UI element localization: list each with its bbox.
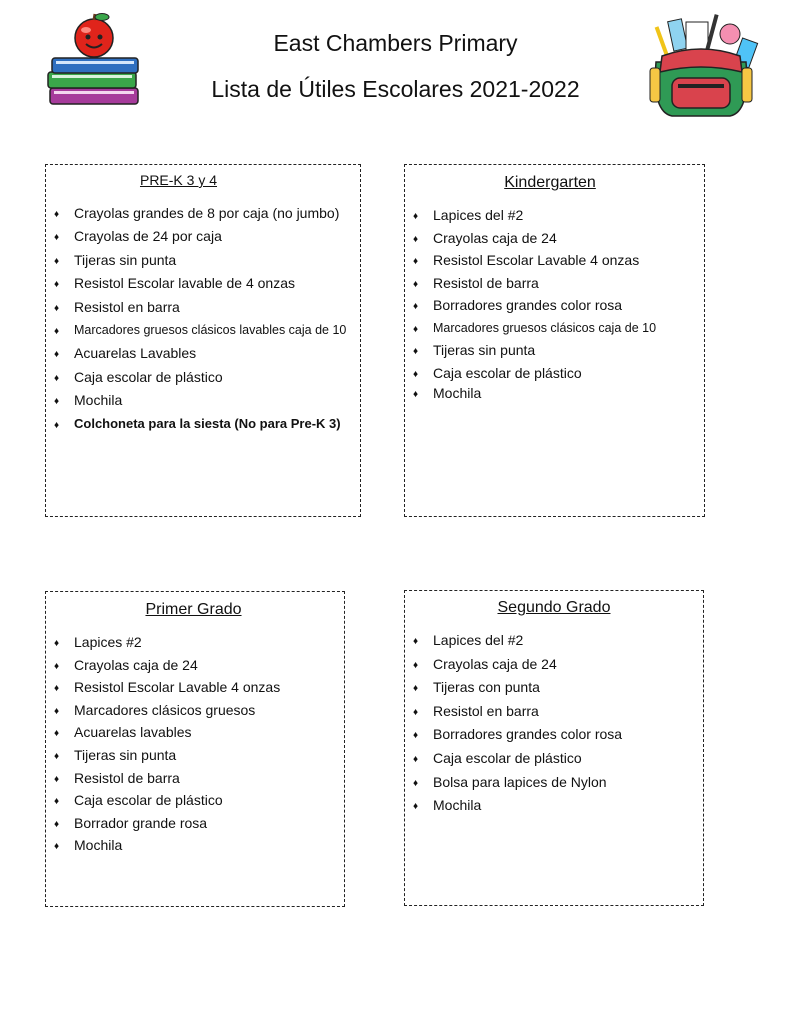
list-item: ♦ Marcadores gruesos clásicos lavables caja de 10 <box>53 320 346 343</box>
list-item: ♦ Resistol en barra <box>53 297 346 320</box>
list-item: ♦ Caja escolar de plástico <box>53 790 280 813</box>
page-title: Lista de Útiles Escolares 2021-2022 <box>211 76 580 102</box>
prek-list <box>53 203 346 437</box>
list-item: ♦ Acuarelas Lavables <box>53 343 346 366</box>
list-item: ♦ Crayolas de 24 por caja <box>53 226 346 249</box>
list-item: ♦ Lapices del #2 <box>412 630 622 654</box>
list-item: ♦ Marcadores clásicos gruesos <box>53 700 280 723</box>
first-grade-supply-box <box>45 591 345 907</box>
list-item: ♦ Resistol Escolar Lavable 4 onzas <box>412 250 656 273</box>
kinder-supply-box <box>404 164 705 517</box>
list-item: ♦ Resistol Escolar lavable de 4 onzas <box>53 273 346 296</box>
list-item: ♦ Crayolas caja de 24 <box>412 228 656 251</box>
list-item: ♦ Mochila <box>53 390 346 413</box>
second-grade-supply-box <box>404 590 704 906</box>
backpack-icon <box>642 12 760 120</box>
list-item: ♦ Bolsa para lapices de Nylon <box>412 772 622 796</box>
list-item: ♦ Resistol de barra <box>412 273 656 296</box>
second-grade-list <box>412 630 622 819</box>
list-item: ♦ Borradores grandes color rosa <box>412 295 656 318</box>
list-item: ♦ Borrador grande rosa <box>53 813 280 836</box>
list-item: ♦ Crayolas caja de 24 <box>412 654 622 678</box>
school-name: East Chambers Primary <box>273 30 518 56</box>
list-item: ♦ Mochila <box>412 795 622 819</box>
list-item: ♦ Tijeras sin punta <box>53 250 346 273</box>
list-item: ♦ Crayolas caja de 24 <box>53 655 280 678</box>
list-item: ♦ Resistol en barra <box>412 701 622 725</box>
list-item: ♦ Lapices del #2 <box>412 205 656 228</box>
list-item: ♦ Borradores grandes color rosa <box>412 724 622 748</box>
list-item: ♦ Caja escolar de plástico <box>412 748 622 772</box>
list-item: ♦ Mochila <box>412 383 656 406</box>
prek-heading: PRE-K 3 y 4 <box>139 172 218 188</box>
list-item: ♦ Tijeras sin punta <box>53 745 280 768</box>
list-item: ♦ Colchoneta para la siesta (No para Pre-K 3) <box>53 414 346 437</box>
list-item: ♦ Resistol Escolar Lavable 4 onzas <box>53 677 280 700</box>
prek-supply-box <box>45 164 361 517</box>
kinder-list <box>412 205 656 405</box>
list-item: ♦ Acuarelas lavables <box>53 722 280 745</box>
list-item: ♦ Caja escolar de plástico <box>53 367 346 390</box>
list-item: ♦ Lapices #2 <box>53 632 280 655</box>
list-item: ♦ Resistol de barra <box>53 768 280 791</box>
first-grade-heading: Primer Grado <box>145 601 242 618</box>
list-item: ♦ Tijeras sin punta <box>412 340 656 363</box>
list-item: ♦ Mochila <box>53 835 280 858</box>
list-item: ♦ Tijeras con punta <box>412 677 622 701</box>
list-item: ♦ Marcadores gruesos clásicos caja de 10 <box>412 318 656 341</box>
list-item: ♦ Crayolas grandes de 8 por caja (no jumbo) <box>53 203 346 226</box>
kinder-heading: Kindergarten <box>504 174 596 191</box>
list-item: ♦ Caja escolar de plástico <box>412 363 656 383</box>
second-grade-heading: Segundo Grado <box>497 599 611 616</box>
first-grade-list <box>53 632 280 858</box>
